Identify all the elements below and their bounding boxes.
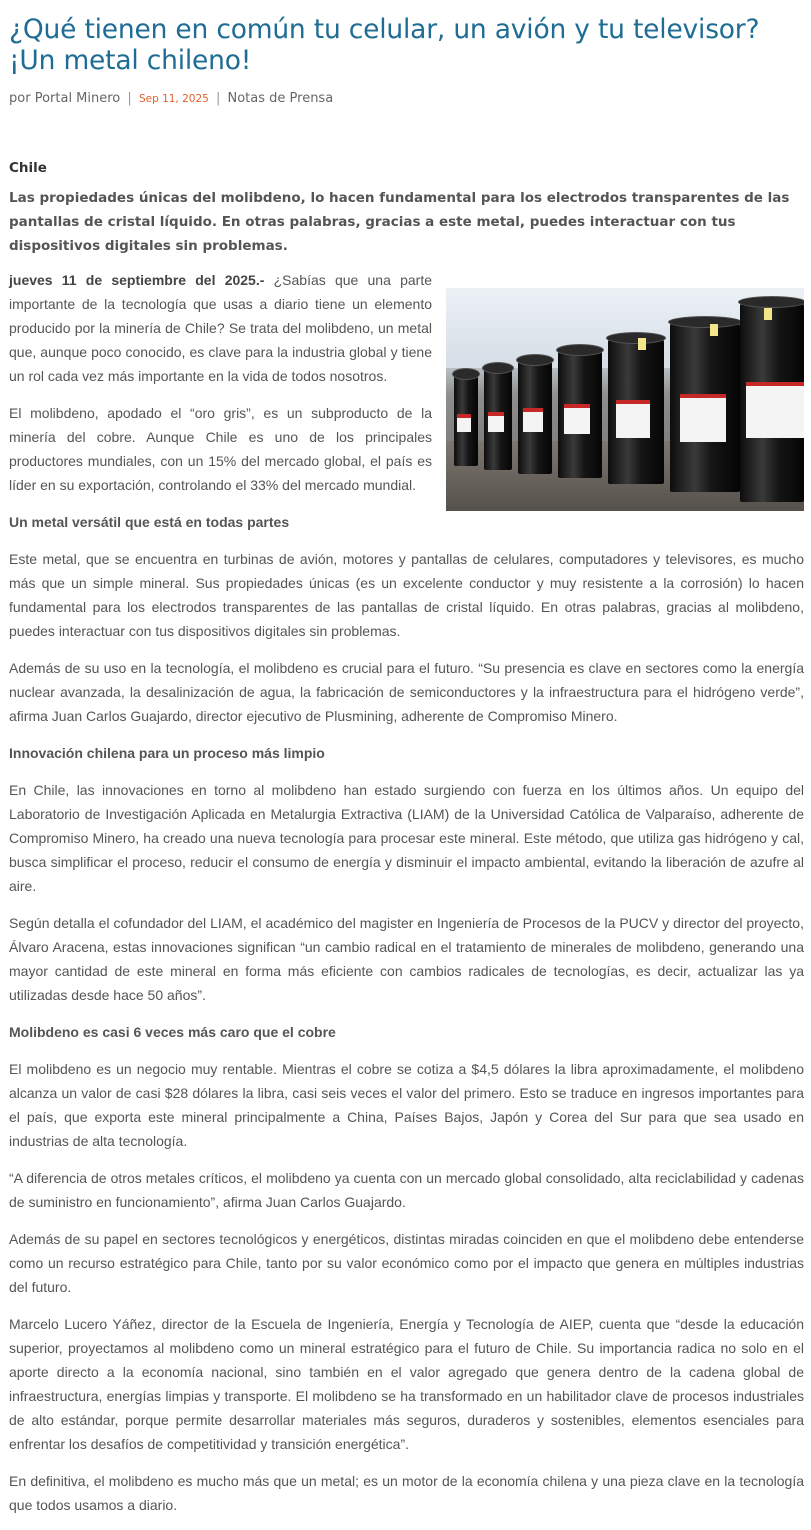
body-paragraph: El molibdeno, apodado el “oro gris”, es un subproducto de la minería del cobre. Aunque Chile es uno de los principales productores mundiales, con un 15% del mercado global, el país es líder en su exportación, controlando el 33% del mercado mundial. (9, 405, 432, 493)
meta-separator: | (127, 91, 132, 106)
dateline: jueves 11 de septiembre del 2025.- (9, 272, 265, 288)
paragraph-text: ¿Sabías que una parte importante de la tecnología que usas a diario tiene un elemento producido por la minería de Chile? Se trata del molibdeno, un metal que, aunque poco conocido, es clave para la industria global y tiene un rol cada vez más importante en la vida de todos nosotros. (9, 272, 433, 384)
body-paragraph: Este metal, que se encuentra en turbinas de avión, motores y pantallas de celulares, computadores y televisores, es mucho más que un simple mineral. Sus propiedades únicas (es un excelente conductor y muy resistente a la corrosión) lo hacen fundamental para los electrodos transparentes de las pantallas de cristal líquido. En otras palabras, gracias al molibdeno, puedes interactuar con tus dispositivos digitales sin problemas. (9, 551, 804, 639)
body-paragraph: Marcelo Lucero Yáñez, director de la Escuela de Ingeniería, Energía y Tecnología de AIEP, cuenta que “desde la educación superior, proyectamos al molibdeno como un mineral estratégico para el futuro de Chile. Su importancia radica no solo en el aporte directo a la economía nacional, sino también en el valor agregado que genera dentro de la cadena global de infraestructura, energías limpias y transporte. El molibdeno se ha transformado en un habilitador clave de procesos industriales de alto estándar, porque permite desarrollar materiales más seguros, duraderos y sostenibles, elementos esenciales para enfrentar los desafíos de competitividad y transición energética”. (9, 1316, 804, 1452)
meta-separator: | (215, 91, 221, 106)
body-paragraph: “A diferencia de otros metales críticos, el molibdeno ya cuenta con un mercado global consolidado, alta reciclabilidad y cadenas de suministro en funcionamiento”, afirma Juan Carlos Guajardo. (9, 1170, 804, 1210)
molybdenum-drums-image (446, 288, 804, 511)
by-prefix: por (9, 91, 31, 106)
article-lede: Las propiedades únicas del molibdeno, lo hacen fundamental para los electrodos transparentes de las pantallas de cristal líquido. En otras palabras, gracias a este metal, puedes interactuar con tus dispositivos digitales sin problemas. (9, 190, 790, 254)
section-subheading: Innovación chilena para un proceso más limpio (9, 745, 325, 761)
author-link[interactable]: Portal Minero (34, 91, 121, 106)
section-subheading: Un metal versátil que está en todas partes (9, 514, 290, 530)
body-paragraph: Según detalla el cofundador del LIAM, el académico del magister en Ingeniería de Procesos de la PUCV y director del proyecto, Álvaro Aracena, estas innovaciones significan “un cambio radical en el tratamiento de minerales de molibdeno, generando una mayor cantidad de este mineral en forma más eficiente con cambios radicales de tecnologías, es decir, actualizar las ya utilizadas desde hace 50 años”. (9, 915, 804, 1003)
body-paragraph: En Chile, las innovaciones en torno al molibdeno han estado surgiendo con fuerza en los últimos años. Un equipo del Laboratorio de Investigación Aplicada en Metalurgia Extractiva (LIAM) de la Universidad Católica de Valparaíso, adherente de Compromiso Minero, ha creado una nueva tecnología para procesar este mineral. Este método, que utiliza gas hidrógeno y cal, busca simplificar el proceso, reducir el consumo de energía y disminuir el impacto ambiental, evitando la liberación de azufre al aire. (9, 782, 804, 894)
article (9, 0, 804, 1530)
article-body (9, 268, 804, 1517)
article-title: ¿Qué tienen en común tu celular, un avión y tu televisor? ¡Un metal chileno! (9, 14, 760, 76)
section-subheading: Molibdeno es casi 6 veces más caro que el cobre (9, 1024, 336, 1040)
post-date: Sep 11, 2025 (138, 93, 209, 105)
body-paragraph: El molibdeno es un negocio muy rentable. Mientras el cobre se cotiza a $4,5 dólares la libra aproximadamente, el molibdeno alcanza un valor de casi $28 dólares la libra, casi seis veces el valor del primero. Esto se traduce en ingresos importantes para el país, que exporta este mineral principalmente a China, Países Bajos, Japón y Corea del Sur para que sea usado en industrias de alta tecnología. (9, 1061, 804, 1149)
body-paragraph: En definitiva, el molibdeno es mucho más que un metal; es un motor de la economía chilena y una pieza clave en la tecnología que todos usamos a diario. (9, 1473, 804, 1513)
body-paragraph: Además de su papel en sectores tecnológicos y energéticos, distintas miradas coinciden en que el molibdeno debe entenderse como un recurso estratégico para Chile, tanto por su valor económico como por el impacto que genera en múltiples industrias del futuro. (9, 1231, 804, 1295)
article-location: Chile (9, 160, 47, 176)
post-meta (9, 90, 804, 108)
body-paragraph: Además de su uso en la tecnología, el molibdeno es crucial para el futuro. “Su presencia es clave en sectores como la energía nuclear avanzada, la desalinización de agua, la fabricación de semiconductores y la infraestructura para el hidrógeno verde”, afirma Juan Carlos Guajardo, director ejecutivo de Plusmining, adherente de Compromiso Minero. (9, 660, 804, 724)
category-link[interactable]: Notas de Prensa (227, 91, 334, 106)
